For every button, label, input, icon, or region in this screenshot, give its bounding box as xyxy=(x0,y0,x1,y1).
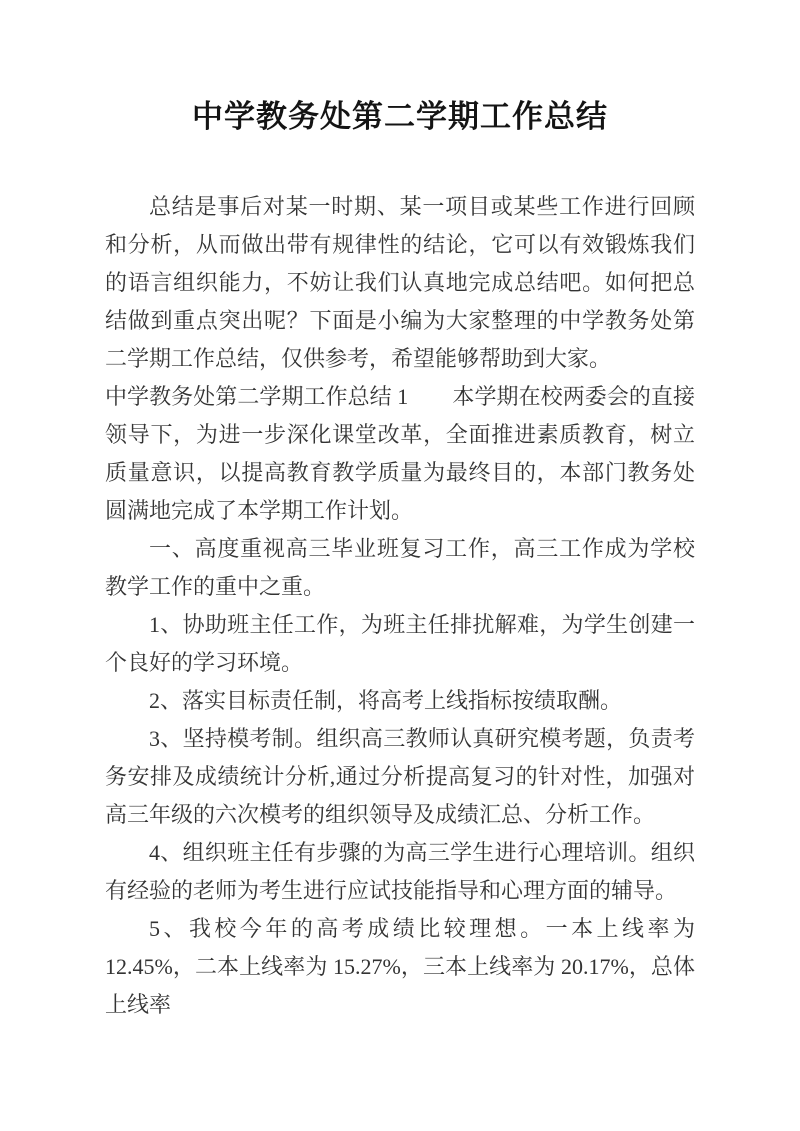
paragraph-section-one: 一、高度重视高三毕业班复习工作，高三工作成为学校教学工作的重中之重。 xyxy=(105,536,695,599)
document-body xyxy=(105,188,695,1024)
page-title: 中学教务处第二学期工作总结 xyxy=(192,99,608,134)
paragraph-item-3: 3、坚持模考制。组织高三教师认真研究模考题，负责考务安排及成绩统计分析,通过分析提高复习的针对性，加强对高三年级的六次模考的组织领导及成绩汇总、分析工作。 xyxy=(105,726,695,827)
paragraph-item-5: 5、我校今年的高考成绩比较理想。一本上线率为 12.45%，二本上线率为 15.27%，三本上线率为 20.17%，总体上线率 xyxy=(105,916,695,1017)
paragraph-item-4: 4、组织班主任有步骤的为高三学生进行心理培训。组织有经验的老师为考生进行应试技能指导和心理方面的辅导。 xyxy=(105,840,695,903)
paragraph-intro: 总结是事后对某一时期、某一项目或某些工作进行回顾和分析，从而做出带有规律性的结论，它可以有效锻炼我们的语言组织能力，不妨让我们认真地完成总结吧。如何把总结做到重点突出呢？下面是小编为大家整理的中学教务处第二学期工作总结，仅供参考，希望能够帮助到大家。 xyxy=(105,194,695,371)
paragraph-summary-1-heading: 中学教务处第二学期工作总结 1 本学期在校两委会的直接领导下，为进一步深化课堂改革，全面推进素质教育，树立质量意识，以提高教育教学质量为最终目的，本部门教务处圆满地完成了本学期工作计划。 xyxy=(105,384,695,523)
paragraph-item-1: 1、协助班主任工作，为班主任排扰解难，为学生创建一个良好的学习环境。 xyxy=(105,612,695,675)
paragraph-item-2: 2、落实目标责任制，将高考上线指标按绩取酬。 xyxy=(149,688,623,713)
